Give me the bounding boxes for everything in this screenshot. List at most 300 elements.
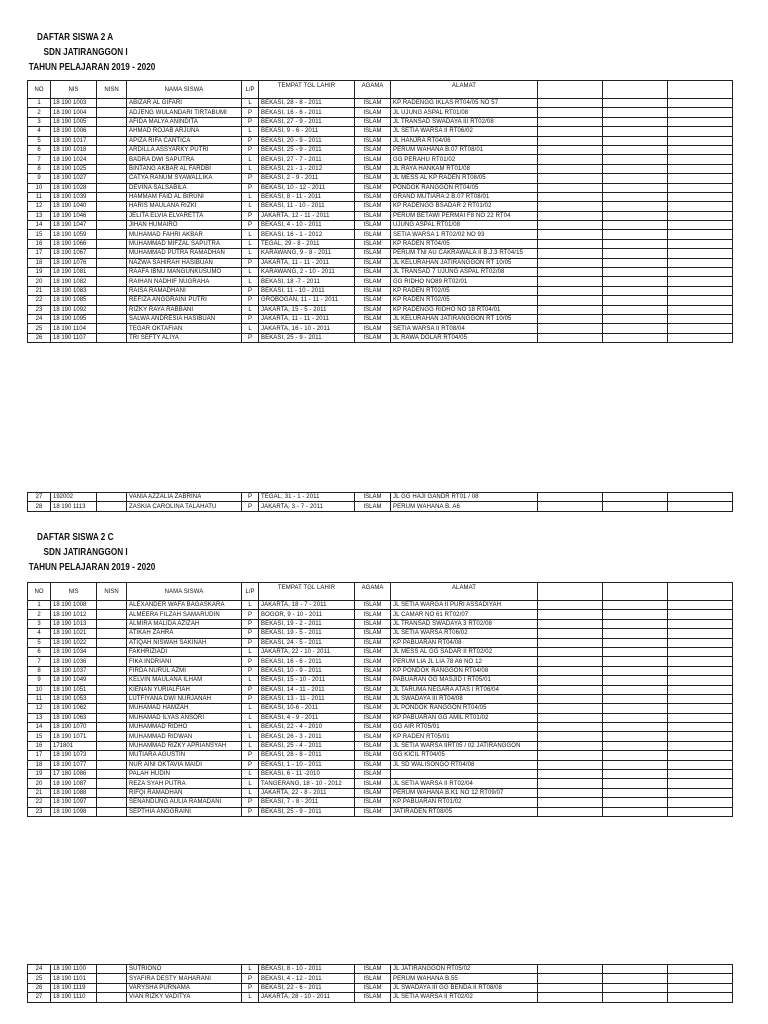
religion: ISLAM: [355, 108, 391, 117]
blank-cell: [668, 164, 733, 173]
blank-cell: [538, 268, 603, 277]
birth-place-date: BEKASI, 19 - 2 - 2011: [259, 619, 355, 628]
student-nisn: [97, 723, 127, 732]
gender: L: [242, 723, 259, 732]
blank-cell: [603, 704, 668, 713]
blank-cell: [603, 108, 668, 117]
row-number: 9: [28, 174, 51, 183]
blank-cell: [538, 324, 603, 333]
religion: ISLAM: [355, 239, 391, 248]
blank-cell: [668, 798, 733, 807]
student-name: HARIS MAULANA RIZKI: [127, 202, 242, 211]
birth-place-date: BEKASI, 6 - 11 -2010: [259, 770, 355, 779]
student-nis: 18 190 1022: [51, 638, 97, 647]
blank-cell: [668, 694, 733, 703]
student-name: KELVIN MAULANA ILHAM: [127, 676, 242, 685]
birth-place-date: BEKASI, 22 - 4 - 2010: [259, 723, 355, 732]
religion: ISLAM: [355, 732, 391, 741]
row-number: 12: [28, 704, 51, 713]
address: KP PONDOK RANGGON RT04/08: [391, 666, 538, 675]
row-number: 18: [28, 760, 51, 769]
gender: P: [242, 314, 259, 323]
blank-cell: [603, 258, 668, 267]
blank-cell: [538, 136, 603, 145]
religion: ISLAM: [355, 174, 391, 183]
blank-cell: [538, 713, 603, 722]
student-nis: 18 190 1012: [51, 610, 97, 619]
address: JL KELURAHAN JATIRANGGON RT 10/05: [391, 258, 538, 267]
table-row: [28, 638, 733, 647]
address: GRAND MUTIARA 2 B.07 RT08/01: [391, 192, 538, 201]
birth-place-date: BEKASI, 18 -7 - 2011: [259, 277, 355, 286]
blank-cell: [538, 732, 603, 741]
col-no-header: NO: [28, 583, 51, 601]
blank-cell: [668, 666, 733, 675]
birth-place-date: TANGERANG, 18 - 10 - 2012: [259, 779, 355, 788]
row-number: 15: [28, 230, 51, 239]
blank-cell: [603, 145, 668, 154]
row-number: 12: [28, 202, 51, 211]
student-name: SYAFIRA DESTY MAHARANI: [127, 974, 242, 983]
gender: L: [242, 676, 259, 685]
table-row: [28, 770, 733, 779]
col-blank-header: [603, 583, 668, 601]
blank-cell: [668, 99, 733, 108]
blank-cell: [603, 174, 668, 183]
birth-place-date: KARAWANG, 9 - 8 - 2011: [259, 249, 355, 258]
religion: ISLAM: [355, 676, 391, 685]
blank-cell: [668, 183, 733, 192]
blank-cell: [668, 732, 733, 741]
table-row: [28, 685, 733, 694]
table-row: [28, 221, 733, 230]
student-nisn: [97, 779, 127, 788]
student-nis: 18 190 1081: [51, 268, 97, 277]
row-number: 5: [28, 136, 51, 145]
birth-place-date: BEKASI, 8 - 10 - 2011: [259, 965, 355, 974]
row-number: 3: [28, 619, 51, 628]
religion: ISLAM: [355, 286, 391, 295]
table-row: [28, 601, 733, 610]
table-row: [28, 183, 733, 192]
gender: L: [242, 155, 259, 164]
table-row: [28, 666, 733, 675]
table-row: [28, 230, 733, 239]
religion: ISLAM: [355, 629, 391, 638]
row-number: 16: [28, 741, 51, 750]
row-number: 18: [28, 258, 51, 267]
gender: P: [242, 502, 259, 511]
gender: P: [242, 629, 259, 638]
row-number: 17: [28, 249, 51, 258]
table-row: [28, 145, 733, 154]
student-nis: 18 190 1110: [51, 993, 97, 1002]
student-nis: 18 190 1087: [51, 779, 97, 788]
student-name: FIRDA NURUL AZMI: [127, 666, 242, 675]
student-nis: 18 190 1098: [51, 807, 97, 816]
student-name: RAIHAN NADHIF NUGRAHA: [127, 277, 242, 286]
birth-place-date: BEKASI, 9 - 6 - 2011: [259, 127, 355, 136]
religion: ISLAM: [355, 117, 391, 126]
religion: ISLAM: [355, 965, 391, 974]
address: SETIA WARSA II RT08/04: [391, 324, 538, 333]
blank-cell: [538, 108, 603, 117]
student-name: ATIQAH NISWAH SAKINAH: [127, 638, 242, 647]
religion: ISLAM: [355, 694, 391, 703]
table-row: [28, 268, 733, 277]
birth-place-date: BEKASI, 28 - 8 - 2011: [259, 99, 355, 108]
row-number: 8: [28, 164, 51, 173]
row-number: 14: [28, 221, 51, 230]
student-nisn: [97, 741, 127, 750]
gender: L: [242, 788, 259, 797]
student-nis: 18 190 1063: [51, 713, 97, 722]
blank-cell: [668, 770, 733, 779]
table-row: [28, 108, 733, 117]
blank-cell: [603, 155, 668, 164]
blank-cell: [603, 638, 668, 647]
col-agama-header: AGAMA: [355, 583, 391, 601]
student-nisn: [97, 704, 127, 713]
religion: ISLAM: [355, 723, 391, 732]
religion: ISLAM: [355, 779, 391, 788]
student-name: RAAFA IBNU MANGUNKUSUMO: [127, 268, 242, 277]
address: JL TRANSAD 7 UJUNG ASPAL RT02/08: [391, 268, 538, 277]
address: JL UJUNG ASPAL RT01/08: [391, 108, 538, 117]
address: PONDOK RANGGON RT04/05: [391, 183, 538, 192]
blank-cell: [538, 183, 603, 192]
blank-cell: [668, 108, 733, 117]
religion: ISLAM: [355, 502, 391, 511]
student-name: VANIA AZZALIA ZABRINA: [127, 493, 242, 502]
blank-cell: [603, 202, 668, 211]
birth-place-date: JAKARTA, 3 - 7 - 2011: [259, 502, 355, 511]
address: JL TRANSAD SWADAYA III RT02/08: [391, 117, 538, 126]
student-nisn: [97, 610, 127, 619]
blank-cell: [538, 685, 603, 694]
row-number: 26: [28, 983, 51, 992]
student-nisn: [97, 685, 127, 694]
blank-cell: [603, 723, 668, 732]
blank-cell: [668, 249, 733, 258]
blank-cell: [538, 221, 603, 230]
religion: ISLAM: [355, 155, 391, 164]
col-nisn-header: NISN: [97, 583, 127, 601]
address: PERUM WAHANA B.07 RT08/01: [391, 145, 538, 154]
religion: ISLAM: [355, 770, 391, 779]
table-row: [28, 610, 733, 619]
blank-cell: [538, 983, 603, 992]
student-nis: 18 190 1113: [51, 502, 97, 511]
religion: ISLAM: [355, 230, 391, 239]
student-nis: 18 190 1070: [51, 723, 97, 732]
birth-place-date: BEKASI, 25 - 9 - 2011: [259, 333, 355, 342]
table-row: [28, 657, 733, 666]
religion: ISLAM: [355, 657, 391, 666]
student-nis: 18 190 1004: [51, 108, 97, 117]
blank-cell: [668, 202, 733, 211]
blank-cell: [538, 647, 603, 656]
gender: P: [242, 211, 259, 220]
birth-place-date: TEGAL, 31 - 1 - 2011: [259, 493, 355, 502]
birth-place-date: JAKARTA, 11 - 11 - 2011: [259, 314, 355, 323]
birth-place-date: BEKASI, 22 - 6 - 2011: [259, 983, 355, 992]
table-row: [28, 993, 733, 1002]
student-nisn: [97, 647, 127, 656]
birth-place-date: BEKASI, 10 - 9 - 2011: [259, 666, 355, 675]
student-name: ZASKIA CAROLINA TALAHATU: [127, 502, 242, 511]
row-number: 19: [28, 268, 51, 277]
blank-cell: [603, 610, 668, 619]
student-nisn: [97, 974, 127, 983]
address: PERUM WAHANA B. A6: [391, 502, 538, 511]
row-number: 1: [28, 601, 51, 610]
blank-cell: [603, 502, 668, 511]
table-row: [28, 732, 733, 741]
student-nis: 18 190 1028: [51, 183, 97, 192]
blank-cell: [538, 202, 603, 211]
student-nis: 18 190 1076: [51, 258, 97, 267]
student-nisn: [97, 108, 127, 117]
blank-cell: [538, 760, 603, 769]
blank-cell: [538, 694, 603, 703]
blank-cell: [668, 638, 733, 647]
student-nis: 18 190 1077: [51, 760, 97, 769]
student-name: MUHAMMAD RIDHO: [127, 723, 242, 732]
col-agama-header: AGAMA: [355, 81, 391, 99]
blank-cell: [668, 965, 733, 974]
student-nis: 18 190 1008: [51, 601, 97, 610]
birth-place-date: BEKASI, 28 - 8 - 2011: [259, 751, 355, 760]
blank-cell: [603, 268, 668, 277]
table-row: [28, 493, 733, 502]
student-name: ALMIRA MALIDA AZIZAH: [127, 619, 242, 628]
row-number: 2: [28, 610, 51, 619]
student-nisn: [97, 638, 127, 647]
row-number: 4: [28, 127, 51, 136]
student-nis: 18 190 1027: [51, 174, 97, 183]
blank-cell: [538, 723, 603, 732]
birth-place-date: BEKASI, 10-6 - 2011: [259, 704, 355, 713]
student-nisn: [97, 145, 127, 154]
gender: P: [242, 286, 259, 295]
col-nisn-header: NISN: [97, 81, 127, 99]
religion: ISLAM: [355, 192, 391, 201]
gender: L: [242, 268, 259, 277]
blank-cell: [538, 770, 603, 779]
row-number: 9: [28, 676, 51, 685]
birth-place-date: BEKASI, 15 - 10 - 2011: [259, 676, 355, 685]
blank-cell: [603, 221, 668, 230]
heading-school: SDN JATIRANGGON I: [43, 47, 128, 58]
birth-place-date: BEKASI, 11 - 10 - 2011: [259, 202, 355, 211]
student-nisn: [97, 314, 127, 323]
heading-title: DAFTAR SISWA 2 C: [37, 532, 114, 543]
religion: ISLAM: [355, 610, 391, 619]
blank-cell: [668, 676, 733, 685]
table-row: [28, 629, 733, 638]
row-number: 16: [28, 239, 51, 248]
col-blank-header: [668, 81, 733, 99]
row-number: 5: [28, 638, 51, 647]
student-name: CATYA RANUM SYAWALLIKA: [127, 174, 242, 183]
student-name: ALEXANDER WAFA BAGASKARA: [127, 601, 242, 610]
gender: P: [242, 333, 259, 342]
gender: P: [242, 183, 259, 192]
blank-cell: [538, 657, 603, 666]
blank-cell: [603, 713, 668, 722]
blank-cell: [538, 164, 603, 173]
blank-cell: [668, 751, 733, 760]
blank-cell: [603, 239, 668, 248]
blank-cell: [603, 657, 668, 666]
gender: L: [242, 202, 259, 211]
blank-cell: [538, 145, 603, 154]
student-nisn: [97, 136, 127, 145]
table-body: [28, 965, 733, 1003]
student-nis: 18 190 1036: [51, 657, 97, 666]
class-2a-table: [27, 80, 733, 343]
blank-cell: [538, 741, 603, 750]
religion: ISLAM: [355, 798, 391, 807]
birth-place-date: BEKASI, 16 - 6 - 2011: [259, 657, 355, 666]
student-name: SUTRIONO: [127, 965, 242, 974]
student-nisn: [97, 117, 127, 126]
student-nis: 18 190 1073: [51, 751, 97, 760]
student-name: VIAN RIZKY VADITYA: [127, 993, 242, 1002]
birth-place-date: BEKASI, 24 - 5 - 2011: [259, 638, 355, 647]
student-name: FIKA INDRIANI: [127, 657, 242, 666]
blank-cell: [538, 629, 603, 638]
religion: ISLAM: [355, 974, 391, 983]
gender: L: [242, 601, 259, 610]
student-name: KIENAN YURIALFIAH: [127, 685, 242, 694]
birth-place-date: BEKASI, 25 - 9 - 2011: [259, 807, 355, 816]
address: JL TARUMA NEGARA ATAS I RT06/04: [391, 685, 538, 694]
student-nisn: [97, 305, 127, 314]
birth-place-date: JAKARTA, 18 - 7 - 2011: [259, 601, 355, 610]
blank-cell: [603, 296, 668, 305]
gender: P: [242, 493, 259, 502]
student-nisn: [97, 993, 127, 1002]
gender: L: [242, 230, 259, 239]
religion: ISLAM: [355, 983, 391, 992]
address: PERUM WAHANA B.K1 NO 12 RT09/07: [391, 788, 538, 797]
student-nisn: [97, 798, 127, 807]
religion: ISLAM: [355, 760, 391, 769]
table-row: [28, 974, 733, 983]
birth-place-date: BEKASI, 16 - 1 - 2012: [259, 230, 355, 239]
blank-cell: [668, 258, 733, 267]
table-row: [28, 760, 733, 769]
blank-cell: [603, 993, 668, 1002]
table-row: [28, 127, 733, 136]
religion: ISLAM: [355, 99, 391, 108]
col-no-header: NO: [28, 81, 51, 99]
gender: P: [242, 657, 259, 666]
class-2a-heading: [28, 30, 156, 75]
student-name: JELITA ELVIA ELVARETTA: [127, 211, 242, 220]
student-nisn: [97, 277, 127, 286]
blank-cell: [668, 610, 733, 619]
col-lp-header: L/P: [242, 583, 259, 601]
blank-cell: [603, 305, 668, 314]
blank-cell: [668, 760, 733, 769]
table-row: [28, 676, 733, 685]
blank-cell: [538, 277, 603, 286]
row-number: 21: [28, 788, 51, 797]
birth-place-date: BEKASI, 7 - 8 - 2011: [259, 798, 355, 807]
blank-cell: [668, 741, 733, 750]
blank-cell: [668, 296, 733, 305]
religion: ISLAM: [355, 807, 391, 816]
birth-place-date: BEKASI, 1 - 10 - 2011: [259, 760, 355, 769]
blank-cell: [668, 324, 733, 333]
row-number: 17: [28, 751, 51, 760]
row-number: 13: [28, 211, 51, 220]
blank-cell: [538, 751, 603, 760]
row-number: 13: [28, 713, 51, 722]
student-nis: 18 190 1095: [51, 314, 97, 323]
gender: L: [242, 239, 259, 248]
blank-cell: [668, 647, 733, 656]
student-name: DEVINA SALSABILA: [127, 183, 242, 192]
gender: L: [242, 770, 259, 779]
row-number: 11: [28, 192, 51, 201]
blank-cell: [668, 333, 733, 342]
blank-cell: [603, 324, 668, 333]
blank-cell: [668, 974, 733, 983]
birth-place-date: BEKASI, 14 - 11 - 2011: [259, 685, 355, 694]
address: KP RADENGG IKLAS RT04/05 NO 57: [391, 99, 538, 108]
row-number: 24: [28, 314, 51, 323]
table-row: [28, 314, 733, 323]
blank-cell: [603, 211, 668, 220]
table-row: [28, 211, 733, 220]
address: [391, 770, 538, 779]
gender: L: [242, 713, 259, 722]
birth-place-date: BEKASI, 8 - 11 - 2011: [259, 192, 355, 201]
student-name: ADJENG WULANDARI TIRTABUMI: [127, 108, 242, 117]
address: JL GG HAJI GANDR RT01 / 08: [391, 493, 538, 502]
blank-cell: [668, 174, 733, 183]
table-row: [28, 741, 733, 750]
gender: L: [242, 732, 259, 741]
blank-cell: [668, 713, 733, 722]
address: KP RADEN RT04/05: [391, 239, 538, 248]
blank-cell: [668, 983, 733, 992]
col-nama-header: NAMA SISWA: [127, 81, 242, 99]
row-number: 20: [28, 779, 51, 788]
birth-place-date: BEKASI, 25 - 4 - 2011: [259, 741, 355, 750]
student-nis: 18 190 1039: [51, 192, 97, 201]
col-lp-header: L/P: [242, 81, 259, 99]
blank-cell: [603, 164, 668, 173]
table-row: [28, 202, 733, 211]
blank-cell: [668, 601, 733, 610]
blank-cell: [668, 305, 733, 314]
student-nisn: [97, 230, 127, 239]
religion: ISLAM: [355, 704, 391, 713]
student-name: HAMMAM FAID AL BIRUNI: [127, 192, 242, 201]
student-nis: 18 190 1100: [51, 965, 97, 974]
blank-cell: [603, 770, 668, 779]
student-nis: 18 190 1051: [51, 685, 97, 694]
student-name: AFIDA MALYA ANINDITA: [127, 117, 242, 126]
col-blank-header: [538, 583, 603, 601]
blank-cell: [603, 136, 668, 145]
student-name: NAZWA SAHIRAH HASIBUAN: [127, 258, 242, 267]
